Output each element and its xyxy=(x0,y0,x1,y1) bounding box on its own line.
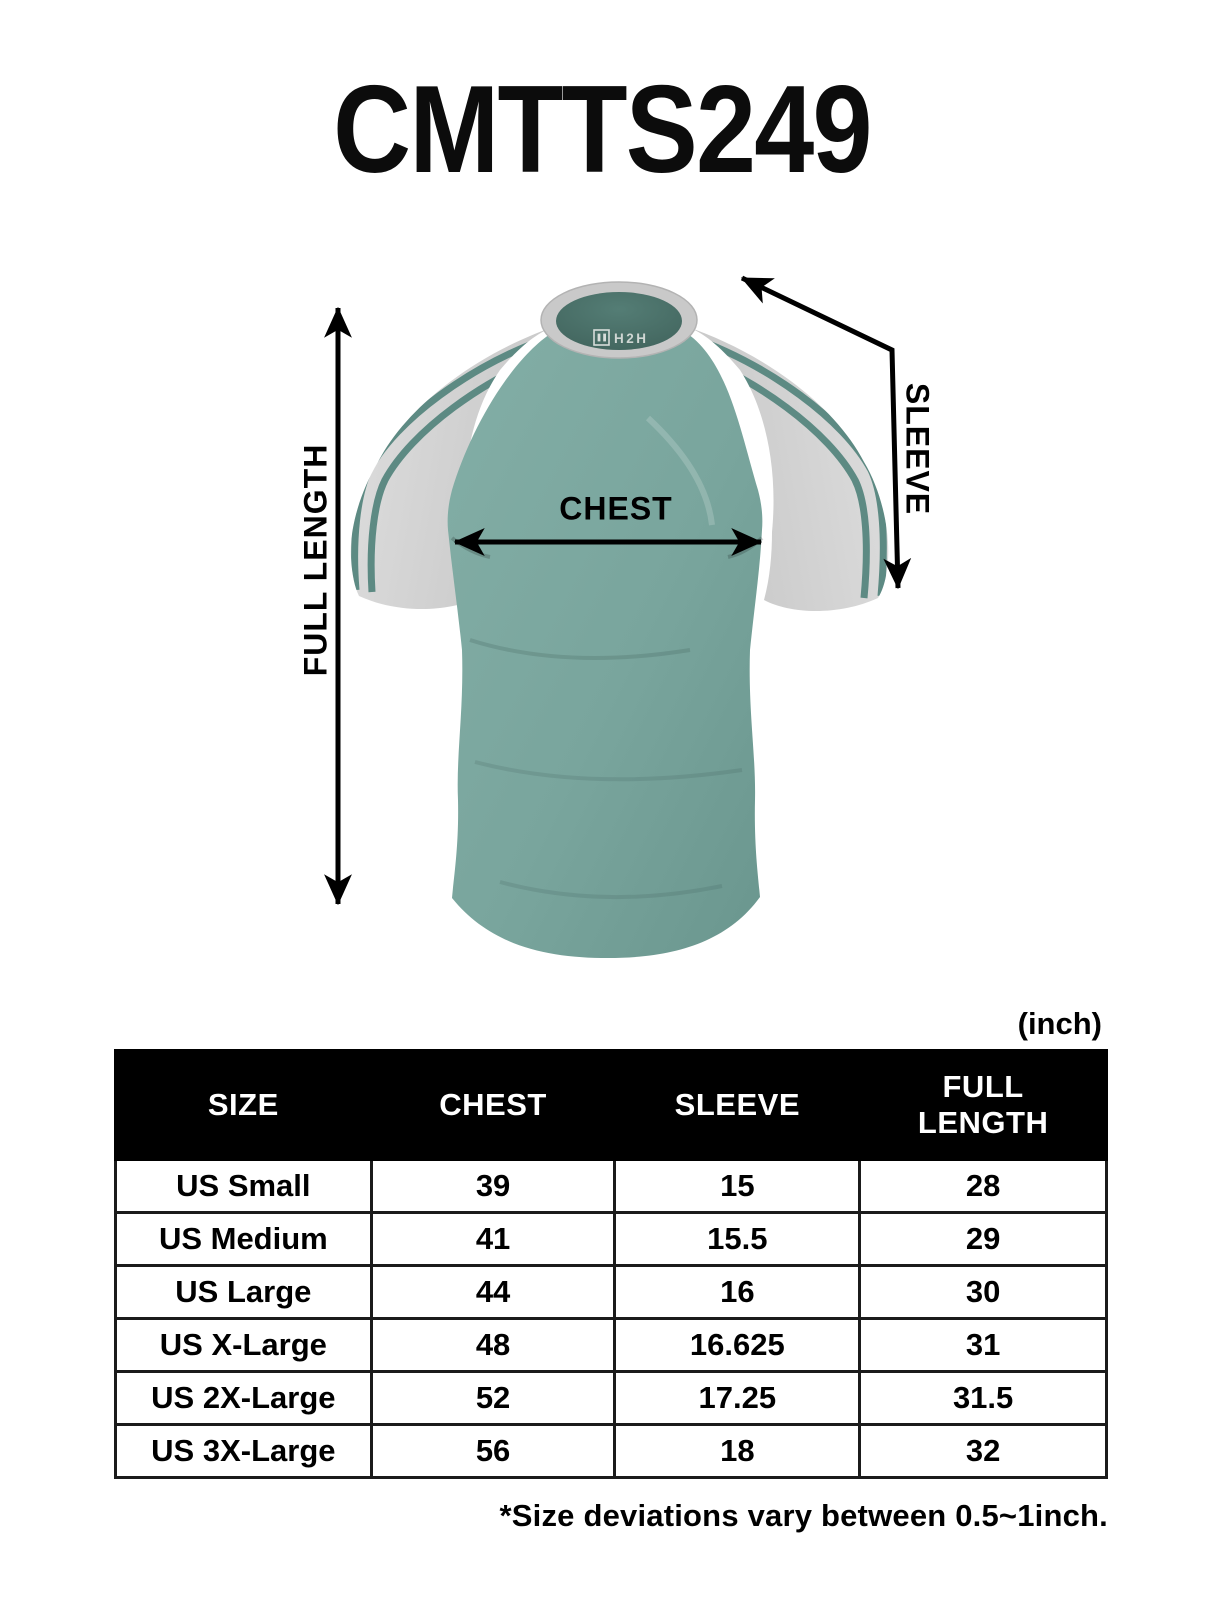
chest-cell: 39 xyxy=(371,1160,615,1213)
full-length-cell: 30 xyxy=(860,1266,1107,1319)
tshirt-body xyxy=(448,332,763,958)
size-deviation-note: *Size deviations vary between 0.5~1inch. xyxy=(499,1498,1108,1533)
sleeve-cell: 16.625 xyxy=(615,1319,860,1372)
col-header-full-length-label: FULL LENGTH xyxy=(917,1069,1049,1140)
tshirt-collar xyxy=(541,282,697,358)
col-header-size xyxy=(116,1051,372,1160)
sleeve-cell: 18 xyxy=(615,1425,860,1478)
size-cell: US 2X-Large xyxy=(116,1372,372,1425)
size-cell: US Medium xyxy=(116,1213,372,1266)
chest-cell: 48 xyxy=(371,1319,615,1372)
size-cell: US 3X-Large xyxy=(116,1425,372,1478)
table-row xyxy=(116,1425,1107,1478)
sleeve-measure-label: SLEEVE xyxy=(899,382,936,516)
table-row xyxy=(116,1213,1107,1266)
sleeve-cell: 17.25 xyxy=(615,1372,860,1425)
col-header-chest-label: CHEST xyxy=(439,1087,547,1122)
col-header-full-length xyxy=(860,1051,1107,1160)
chest-cell: 41 xyxy=(371,1213,615,1266)
chest-cell: 44 xyxy=(371,1266,615,1319)
full-length-cell: 32 xyxy=(860,1425,1107,1478)
col-header-chest xyxy=(371,1051,615,1160)
chest-cell: 52 xyxy=(371,1372,615,1425)
chest-cell: 56 xyxy=(371,1425,615,1478)
table-row xyxy=(116,1266,1107,1319)
table-row xyxy=(116,1372,1107,1425)
unit-label: (inch) xyxy=(1017,1006,1102,1041)
col-header-size-label: SIZE xyxy=(207,1087,279,1122)
col-header-sleeve xyxy=(615,1051,860,1160)
sleeve-cell: 15.5 xyxy=(615,1213,860,1266)
brand-tag-text: H2H xyxy=(614,331,649,346)
sleeve-cell: 16 xyxy=(615,1266,860,1319)
table-row xyxy=(116,1160,1107,1213)
full-length-cell: 28 xyxy=(860,1160,1107,1213)
col-header-sleeve-label: SLEEVE xyxy=(674,1087,800,1122)
size-table-body xyxy=(116,1160,1107,1478)
full-length-cell: 29 xyxy=(860,1213,1107,1266)
size-cell: US Large xyxy=(116,1266,372,1319)
size-cell: US X-Large xyxy=(116,1319,372,1372)
sleeve-cell: 15 xyxy=(615,1160,860,1213)
table-row xyxy=(116,1319,1107,1372)
chest-measure-label: CHEST xyxy=(559,490,673,527)
full-length-cell: 31 xyxy=(860,1319,1107,1372)
size-table-header xyxy=(116,1051,1107,1160)
size-table xyxy=(114,1049,1108,1479)
size-cell: US Small xyxy=(116,1160,372,1213)
product-code-title: CMTTS249 xyxy=(333,61,871,199)
full-length-cell: 31.5 xyxy=(860,1372,1107,1425)
full-length-measure-label: FULL LENGTH xyxy=(297,443,334,677)
header-row xyxy=(116,1051,1107,1160)
